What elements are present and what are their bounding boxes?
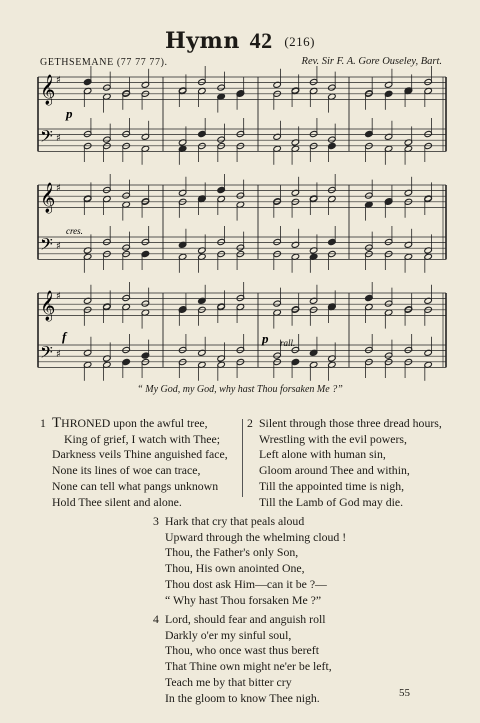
- verse-line: None its lines of woe can trace,: [52, 463, 201, 478]
- verse-number: 1: [40, 416, 46, 430]
- sharp-icon: ♯: [56, 75, 61, 86]
- verse-line: Left alone with human sin,: [259, 447, 386, 462]
- sharp-icon: ♯: [56, 241, 61, 252]
- verse-line: Gloom around Thee and within,: [259, 463, 410, 478]
- dynamic-p-2: p: [262, 331, 269, 346]
- title-word: Hymn: [164, 28, 240, 54]
- verse-line: Till the Lamb of God may die.: [259, 494, 404, 509]
- verse-number: 2: [247, 416, 253, 430]
- verse-line: That Thine own might ne'er be left,: [165, 659, 332, 674]
- verse-line: Silent through those three dread hours,: [259, 416, 442, 430]
- sharp-icon: ♯: [56, 133, 61, 144]
- treble-clef-icon: 𝄞: [40, 75, 56, 105]
- bass-clef-icon: 𝄢: [40, 234, 53, 258]
- sharp-icon: ♯: [56, 349, 61, 360]
- verse-line: THRONED upon the awful tree,: [52, 415, 208, 431]
- alt-number: (216): [284, 34, 315, 49]
- staff-systems: [38, 74, 446, 367]
- verse-line: Wrestling with the evil powers,: [259, 431, 407, 446]
- verse-line: Darkness veils Thine anguished face,: [52, 447, 228, 462]
- sharp-icon: ♯: [56, 291, 61, 302]
- sharp-icon: ♯: [56, 183, 61, 194]
- dynamic-cres: cres.: [66, 226, 83, 236]
- verse-line: Teach me by that bitter cry: [165, 674, 292, 689]
- verse-line: Hold Thee silent and alone.: [52, 494, 182, 509]
- verse-3: [153, 514, 347, 608]
- verse-line: Upward through the whelming cloud !: [165, 529, 347, 544]
- bass-clef-icon: 𝄢: [40, 126, 53, 150]
- dynamic-rall: rall.: [280, 338, 296, 348]
- verse-line: Thou, who once wast thus bereft: [165, 643, 319, 658]
- dynamic-f: f: [62, 329, 67, 344]
- verse-1: [40, 415, 228, 510]
- verse-line: Hark that cry that peals aloud: [165, 514, 305, 528]
- treble-clef-icon: 𝄞: [40, 291, 56, 321]
- treble-clef-icon: 𝄞: [40, 183, 56, 213]
- column-divider: [242, 419, 243, 497]
- verse-line: “ Why hast Thou forsaken Me ?”: [165, 592, 322, 607]
- verse-line: Thou dost ask Him—can it be ?—: [165, 576, 327, 591]
- verse-number: 3: [153, 514, 159, 528]
- verse-line: In the gloom to know Thee nigh.: [165, 690, 320, 705]
- verse-2: [247, 416, 442, 510]
- score-caption: “ My God, my God, why hast Thou forsaken Me ?”: [137, 384, 343, 395]
- verse-line: Thou, His own anointed One,: [165, 561, 305, 576]
- drop-cap: T: [52, 415, 62, 431]
- verse-line: Lord, should fear and anguish roll: [165, 612, 326, 626]
- verse-line: Thou, the Father's only Son,: [165, 545, 299, 560]
- verse-line: King of grief, I watch with Thee;: [64, 431, 221, 446]
- verse-4: [153, 612, 332, 706]
- tune-name: GETHSEMANE (77 77 77).: [40, 57, 168, 68]
- verse-number: 4: [153, 612, 159, 626]
- bass-clef-icon: 𝄢: [40, 342, 53, 366]
- verse-line: Darkly o'er my sinful soul,: [165, 627, 292, 642]
- hymn-number: 42: [249, 28, 273, 53]
- verse-line: Till the appointed time is nigh,: [259, 478, 405, 493]
- composer: Rev. Sir F. A. Gore Ouseley, Bart.: [301, 56, 442, 67]
- page-number: 55: [399, 687, 410, 699]
- verse-line: None can tell what pangs unknown: [52, 478, 219, 493]
- dynamic-p-1: p: [66, 106, 73, 121]
